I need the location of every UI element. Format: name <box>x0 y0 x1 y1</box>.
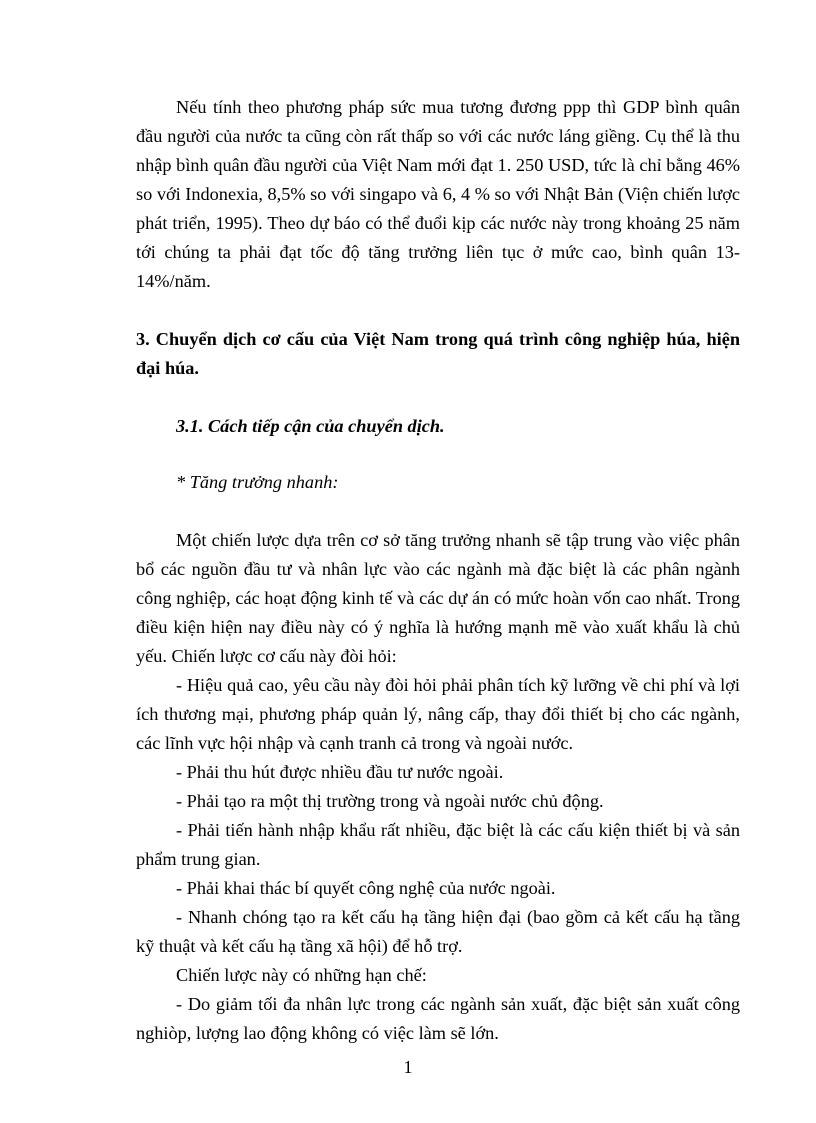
list-item-efficiency: - Hiệu quả cao, yêu cầu này đòi hỏi phải phân tích kỹ lưỡng về chi phí và lợi ích thương mại, phương pháp quản lý, nâng cấp, thay đổi thiết bị cho các ngành, các lĩnh vực hội nhập và cạnh tranh cả trong và ngoài nước. <box>136 675 740 753</box>
paragraph-limits-intro: Chiến lược này có những hạn chế: <box>176 965 427 985</box>
section-heading: 3. Chuyển dịch cơ cấu của Việt Nam trong quá trình công nghiệp húa, hiện đại húa. <box>136 329 740 378</box>
list-item-limit-unemployment: - Do giảm tối đa nhân lực trong các ngành sản xuất, đặc biệt sản xuất công nghiòp, lượng lao động không có việc làm sẽ lớn. <box>136 994 740 1043</box>
paragraph-gdp: Nếu tính theo phương pháp sức mua tương đương ppp thì GDP bình quân đầu người của nước ta cũng còn rất thấp so với các nước láng giềng. Cụ thể là thu nhập bình quân đầu người của Việt Nam mới đạt 1. 250 USD, tức là chỉ bằng 46% so với Indonexia, 8,5% so với singapo và 6, 4 % so với Nhật Bản (Viện chiến lược phát triển, 1995). Theo dự báo có thể đuổi kịp các nước này trong khoảng 25 năm tới chúng ta phải đạt tốc độ tăng trưởng liên tục ở mức cao, bình quân 13-14%/năm. <box>136 97 740 291</box>
fast-growth-label: * Tăng trưởng nhanh: <box>176 472 339 492</box>
list-item-imports: - Phải tiến hành nhập khẩu rất nhiều, đặc biệt là các cấu kiện thiết bị và sản phẩm trung gian. <box>136 820 740 869</box>
list-item-infrastructure: - Nhanh chóng tạo ra kết cấu hạ tầng hiện đại (bao gồm cả kết cấu hạ tầng kỹ thuật và kết cấu hạ tầng xã hội) để hỗ trợ. <box>136 907 740 956</box>
paragraph-strategy: Một chiến lược dựa trên cơ sở tăng trưởng nhanh sẽ tập trung vào việc phân bổ các nguồn đầu tư và nhân lực vào các ngành mà đặc biệt là các phân ngành công nghiệp, các hoạt động kinh tế và các dự án có mức hoàn vốn cao nhất. Trong điều kiện hiện nay điều này có ý nghĩa là hướng mạnh mẽ vào xuất khẩu là chủ yếu. Chiến lược cơ cấu này đòi hỏi: <box>136 530 740 666</box>
document-body <box>136 93 740 1048</box>
page-number: 1 <box>403 1057 413 1077</box>
list-item-market: - Phải tạo ra một thị trường trong và ngoài nước chủ động. <box>176 791 604 811</box>
list-item-foreign-investment: - Phải thu hút được nhiều đầu tư nước ngoài. <box>176 762 504 782</box>
list-item-technology: - Phải khai thác bí quyết công nghệ của nước ngoài. <box>176 878 556 898</box>
subsection-heading: 3.1. Cách tiếp cận của chuyển dịch. <box>176 416 445 436</box>
